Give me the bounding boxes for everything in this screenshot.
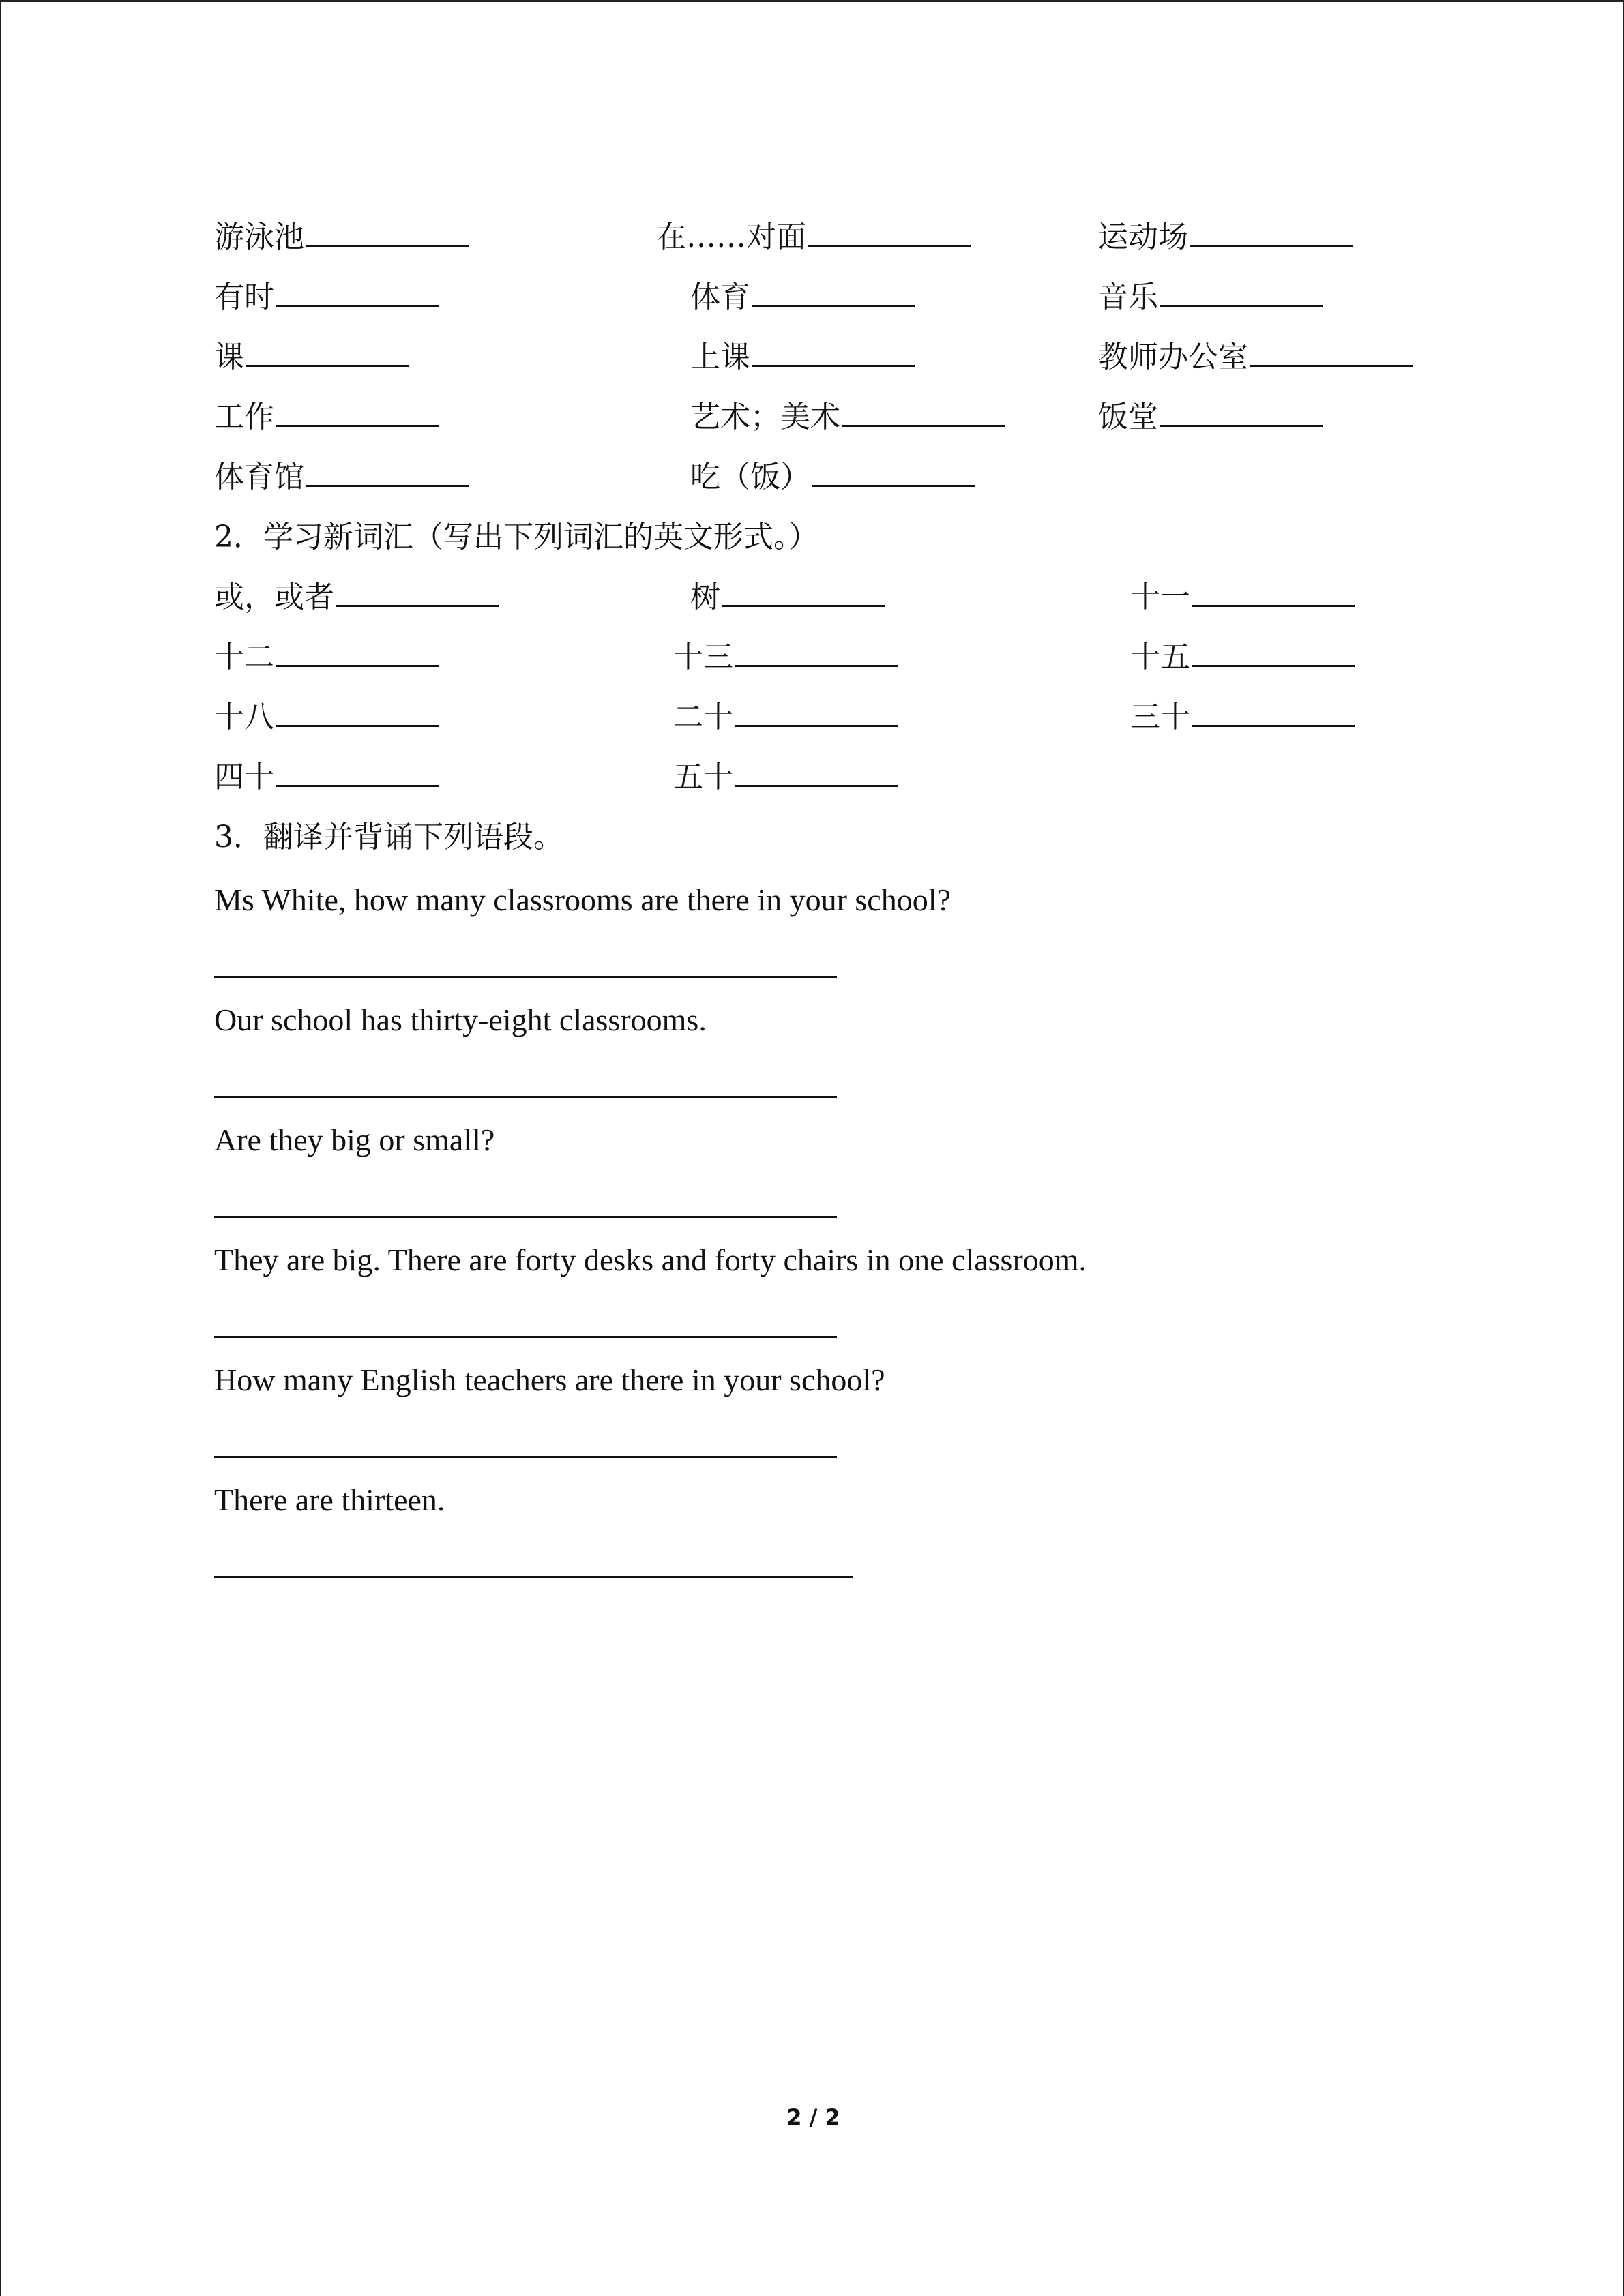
vocab-row	[1, 754, 1624, 801]
vocab-label: 游泳池	[214, 220, 304, 254]
answer-blank[interactable]	[1192, 575, 1355, 607]
vocab-label: 吃（饭）	[690, 460, 810, 494]
vocab-label: 在……对面	[656, 220, 806, 254]
vocab-label: 十一	[1130, 580, 1190, 614]
vocab-item	[1098, 273, 1323, 321]
vocab-row	[1, 633, 1624, 681]
vocab-item	[690, 393, 1005, 441]
answer-blank[interactable]	[735, 635, 898, 667]
vocab-row	[1, 453, 1624, 501]
vocab-item	[214, 393, 439, 441]
answer-blank[interactable]	[276, 275, 439, 307]
vocab-label: 十八	[214, 700, 274, 734]
section-3-heading: 3．翻译并背诵下列语段。	[214, 820, 563, 854]
answer-blank[interactable]	[812, 455, 975, 487]
sentence-to-translate: There are thirteen.	[214, 1482, 445, 1517]
vocab-label: 或，或者	[214, 580, 334, 614]
translation-line[interactable]	[214, 1216, 837, 1218]
vocab-label: 十二	[214, 640, 274, 674]
answer-blank[interactable]	[276, 695, 439, 727]
vocab-item	[1130, 633, 1355, 681]
vocab-label: 饭堂	[1098, 400, 1158, 434]
translation-line[interactable]	[214, 1336, 837, 1338]
translation-line[interactable]	[214, 1456, 837, 1458]
vocab-item	[690, 273, 915, 321]
vocab-row	[1, 393, 1624, 441]
sentence-to-translate: How many English teachers are there in your school?	[214, 1362, 885, 1397]
answer-blank[interactable]	[306, 455, 469, 487]
vocab-label: 树	[690, 580, 720, 614]
vocab-item	[214, 273, 439, 321]
vocab-item	[1130, 694, 1355, 741]
answer-blank[interactable]	[276, 395, 439, 427]
translation-line[interactable]	[214, 1096, 837, 1098]
vocab-item	[214, 453, 469, 501]
vocab-label: 十五	[1130, 640, 1190, 674]
vocab-item	[214, 333, 409, 381]
sentence-to-translate: Are they big or small?	[214, 1122, 495, 1157]
vocab-item	[1130, 573, 1355, 621]
vocab-item	[1098, 333, 1413, 381]
vocab-item	[214, 754, 439, 801]
vocab-label: 工作	[214, 400, 274, 434]
vocab-label: 体育	[690, 280, 750, 314]
answer-blank[interactable]	[276, 635, 439, 667]
answer-blank[interactable]	[752, 335, 915, 367]
section-2-heading: 2．学习新词汇（写出下列词汇的英文形式。）	[214, 520, 818, 554]
answer-blank[interactable]	[1190, 215, 1353, 247]
vocab-label: 艺术；美术	[690, 400, 840, 434]
vocab-item	[214, 633, 439, 681]
vocab-label: 课	[214, 340, 244, 374]
vocab-label: 教师办公室	[1098, 340, 1248, 374]
vocab-row	[1, 273, 1624, 321]
answer-blank[interactable]	[735, 755, 898, 787]
sentence-to-translate: They are big. There are forty desks and forty chairs in one classroom.	[214, 1242, 1087, 1277]
vocab-label: 四十	[214, 760, 274, 794]
vocab-item	[690, 573, 885, 621]
vocab-item	[673, 633, 898, 681]
vocab-label: 上课	[690, 340, 750, 374]
vocab-item	[214, 694, 439, 741]
answer-blank[interactable]	[722, 575, 885, 607]
vocab-item	[690, 333, 915, 381]
vocab-label: 运动场	[1098, 220, 1188, 254]
answer-blank[interactable]	[1192, 695, 1355, 727]
answer-blank[interactable]	[306, 215, 469, 247]
answer-blank[interactable]	[1160, 275, 1323, 307]
vocab-label: 音乐	[1098, 280, 1158, 314]
vocab-item	[673, 694, 898, 741]
vocab-label: 五十	[673, 760, 733, 794]
answer-blank[interactable]	[246, 335, 409, 367]
vocab-item	[1098, 393, 1323, 441]
vocab-item	[1098, 213, 1353, 261]
vocab-label: 三十	[1130, 700, 1190, 734]
answer-blank[interactable]	[1160, 395, 1323, 427]
answer-blank[interactable]	[842, 395, 1005, 427]
translation-line[interactable]	[214, 976, 837, 978]
page-number: 2 / 2	[786, 2104, 840, 2130]
vocab-item	[214, 573, 499, 621]
answer-blank[interactable]	[752, 275, 915, 307]
translation-line[interactable]	[214, 1576, 853, 1578]
vocab-label: 十三	[673, 640, 733, 674]
vocab-row	[1, 213, 1624, 261]
sentence-to-translate: Our school has thirty-eight classrooms.	[214, 1002, 707, 1037]
vocab-label: 体育馆	[214, 460, 304, 494]
vocab-item	[656, 213, 971, 261]
answer-blank[interactable]	[1250, 335, 1413, 367]
answer-blank[interactable]	[735, 695, 898, 727]
vocab-item	[690, 453, 975, 501]
sentence-to-translate: Ms White, how many classrooms are there in your school?	[214, 882, 951, 917]
vocab-label: 有时	[214, 280, 274, 314]
vocab-item	[673, 754, 898, 801]
vocab-label: 二十	[673, 700, 733, 734]
vocab-row	[1, 694, 1624, 741]
answer-blank[interactable]	[1192, 635, 1355, 667]
vocab-row	[1, 573, 1624, 621]
vocab-row	[1, 333, 1624, 381]
answer-blank[interactable]	[808, 215, 971, 247]
vocab-item	[214, 213, 469, 261]
answer-blank[interactable]	[336, 575, 499, 607]
answer-blank[interactable]	[276, 755, 439, 787]
